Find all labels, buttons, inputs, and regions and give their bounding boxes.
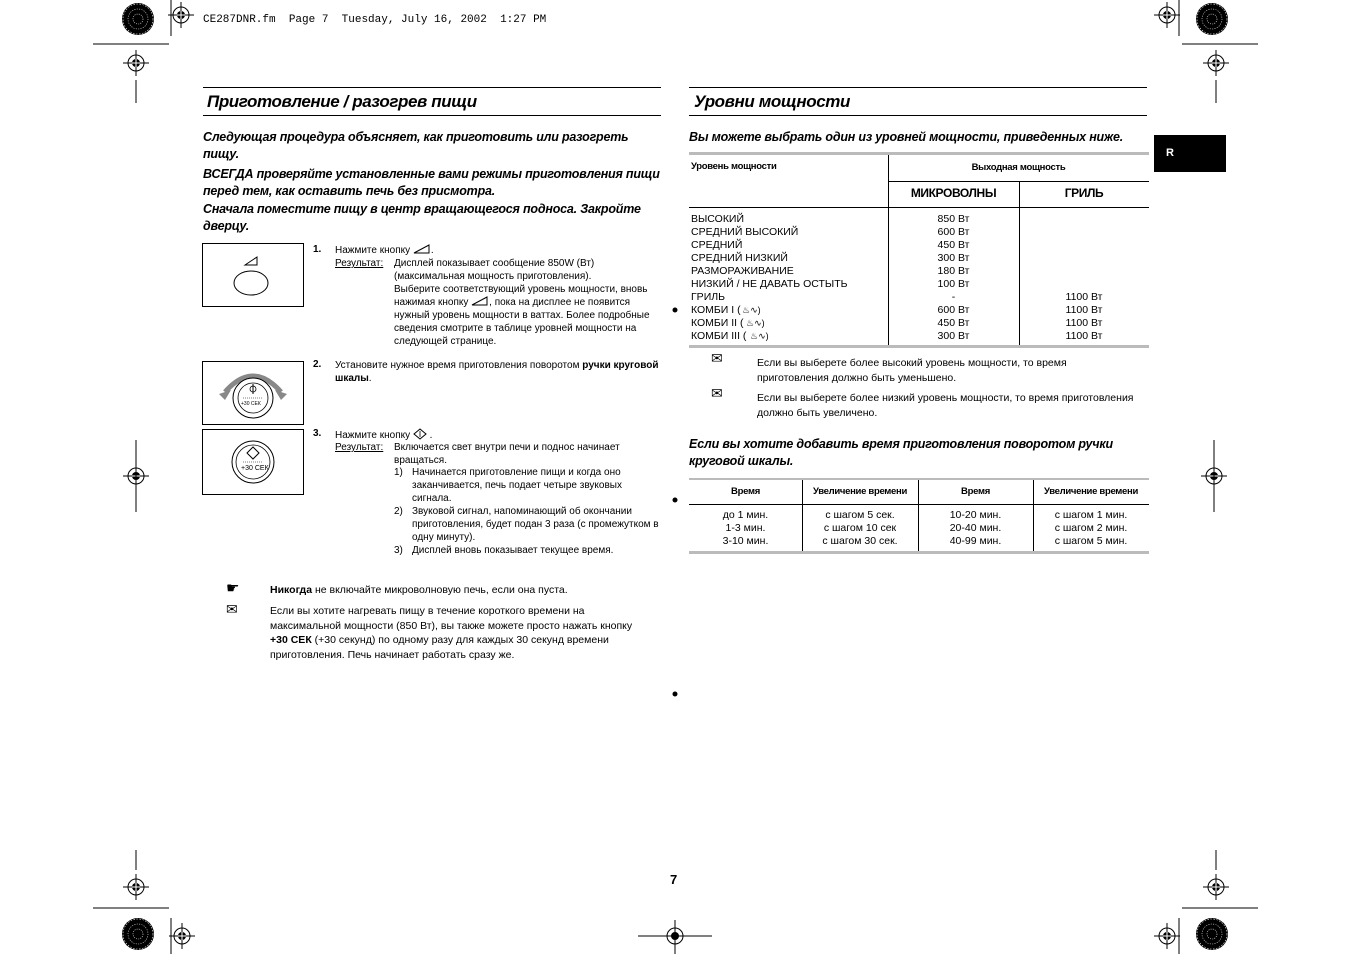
page-title: Приготовление / разогрев пищи (207, 92, 477, 111)
star-mark-icon (122, 3, 154, 35)
note-line: максимальной мощности (850 Вт), вы также можете просто нажать кнопку (270, 619, 633, 632)
sub-line: Звуковой сигнал, напоминающий об окончании (412, 506, 632, 517)
note-quick-heat (270, 604, 670, 662)
crosshair-icon (123, 50, 149, 76)
step-2-end: . (368, 373, 372, 384)
note-lower-power (757, 391, 1152, 421)
right-intro: Вы можете выбрать один из уровней мощности, приведенных ниже. (689, 130, 1124, 144)
header-page: Page 7 (288, 14, 329, 26)
combi-mode-icon: ♨∿) (746, 318, 765, 328)
result-line: Включается свет внутри печи и поднос начинает (394, 442, 620, 453)
col-header-grill: ГРИЛЬ (1064, 186, 1104, 200)
result-line: Дисплей показывает сообщение 850W (Вт) (394, 258, 595, 269)
dial-turn-illustration (202, 361, 304, 425)
sub-line: одну минуту). (412, 532, 476, 543)
combi-mode-icon: ♨∿) (742, 305, 761, 315)
time-table-body (689, 505, 1149, 551)
print-header (203, 14, 546, 26)
microwave-power-value: 850 Вт (937, 213, 970, 225)
step-3-label: Нажмите кнопку (335, 430, 411, 441)
result-line: , пока на дисплее не появится (489, 297, 631, 308)
power-level-name: ГРИЛЬ (691, 291, 726, 303)
header-date: Tuesday, July 16, 2002 (341, 14, 487, 26)
crosshair-icon (168, 2, 194, 28)
time-table-cell: с шагом 1 мин. (1054, 509, 1128, 521)
power-level-name: ВЫСОКИЙ (691, 213, 745, 225)
time-table-cell: с шагом 2 мин. (1054, 522, 1128, 534)
power-level-name: СРЕДНИЙ НИЗКИЙ (691, 252, 788, 264)
note-line: должно быть увеличено. (757, 407, 878, 419)
time-table-cell: с шагом 5 мин. (1054, 535, 1128, 547)
microwave-power-value: 450 Вт (937, 317, 970, 329)
dial-label: +30 СЕК (241, 401, 261, 407)
note-envelope-icon: ✉ (711, 385, 723, 401)
time-table-header (689, 480, 1149, 505)
result-line: сведения смотрите в таблице уровней мощности на (394, 323, 637, 334)
note-never-bold: Никогда (270, 584, 313, 596)
microwave-power-value: 600 Вт (937, 304, 970, 316)
star-mark-icon (1196, 3, 1228, 35)
start-icon (413, 428, 427, 440)
intro-line-1: Следующая процедура объясняет, как приготовить или разогреть пищу. (203, 130, 629, 161)
note-higher-power (757, 356, 1152, 386)
note-never-text: не включайте микроволновую печь, если она пуста. (312, 584, 568, 596)
power-level-icon (203, 244, 303, 306)
sub-number: 2) (394, 506, 403, 517)
time-table-col-header: Время (731, 486, 760, 497)
note-line: Если вы выберете более низкий уровень мощности, то время приготовления (757, 392, 1134, 404)
result-line: Выберите соответствующий уровень мощности, вновь (394, 284, 648, 295)
power-level-name: КОМБИ I ( (691, 304, 741, 316)
time-table-cell: 40-99 мин. (949, 535, 1002, 547)
sub-line: заканчивается, печь подает четыре звуковых (412, 480, 622, 491)
power-level-name: НИЗКИЙ / НЕ ДАВАТЬ ОСТЫТЬ (691, 278, 848, 290)
power-level-icon (413, 244, 431, 254)
microwave-power-value: 180 Вт (937, 265, 970, 277)
language-tab-label: R (1166, 147, 1174, 159)
step-2-number: 2. (313, 359, 322, 370)
step-2-text (335, 359, 665, 385)
col-header-micro: МИКРОВОЛНЫ (910, 186, 997, 200)
pointing-hand-icon: ☛ (226, 580, 240, 597)
left-intro (203, 129, 663, 235)
time-table-cell: с шагом 5 сек. (825, 509, 895, 521)
note-line: (+30 секунд) по одному разу для каждых 30 секунд времени (311, 634, 609, 646)
step-3-number: 3. (313, 428, 322, 439)
note-line: приготовления должно быть уменьшено. (757, 372, 957, 384)
result-line: следующей странице. (394, 336, 497, 347)
time-table-cell: 20-40 мин. (949, 522, 1002, 534)
note-line: Если вы выберете более высокий уровень мощности, то время (757, 357, 1067, 369)
sub-line: Начинается приготовление пищи и когда оно (412, 467, 621, 478)
microwave-power-value: 600 Вт (937, 226, 970, 238)
sub-number: 1) (394, 467, 403, 478)
time-table-col-header: Время (961, 486, 990, 497)
time-increment-table (689, 478, 1149, 554)
start-dial-icon (203, 430, 303, 494)
time-table-cell: до 1 мин. (722, 509, 769, 521)
power-level-name: КОМБИ II ( (691, 317, 744, 329)
time-table-col-header: Увеличение времени (1043, 486, 1138, 497)
dial-icon (203, 362, 303, 424)
power-level-table (689, 152, 1149, 348)
note-never (270, 584, 568, 597)
step-1-label: Нажмите кнопку (335, 245, 411, 256)
step-1-text: Нажмите кнопку . (335, 245, 434, 256)
microwave-power-value: 300 Вт (937, 252, 970, 264)
grill-power-value: 1100 Вт (1065, 291, 1103, 303)
time-table-cell: 3-10 мин. (722, 535, 769, 547)
grill-power-value: 1100 Вт (1065, 317, 1103, 329)
crosshair-icon (1154, 923, 1180, 949)
time-table-heading: Если вы хотите добавить время приготовления поворотом ручки круговой шкалы. (689, 437, 1113, 468)
result-line: (максимальная мощность приготовления). (394, 271, 592, 282)
step-1-result-label: Результат: (335, 258, 384, 269)
result-line: вращаться. (394, 455, 447, 466)
left-title-bar (203, 87, 661, 116)
time-table-cell: с шагом 30 сек. (822, 535, 898, 547)
crosshair-icon (123, 874, 149, 900)
result-line: нажимая кнопку (394, 297, 469, 308)
note-line: Если вы хотите нагревать пищу в течение короткого времени на (270, 605, 585, 617)
time-table-cell: с шагом 10 сек (823, 522, 897, 534)
time-table-cell: 10-20 мин. (949, 509, 1002, 521)
power-level-name: РАЗМОРАЖИВАНИЕ (691, 265, 794, 277)
combi-mode-icon: ♨∿) (750, 331, 769, 341)
grill-power-value: 1100 Вт (1065, 330, 1103, 342)
time-table-col-header: Увеличение времени (812, 486, 907, 497)
microwave-power-value: 100 Вт (937, 278, 970, 290)
step-3-result (394, 441, 664, 467)
start-dial-illustration (202, 429, 304, 495)
note-envelope-icon: ✉ (226, 601, 238, 617)
col-header-level: Уровень мощности (691, 161, 777, 172)
power-table-body (689, 208, 1149, 345)
microwave-power-value: 450 Вт (937, 239, 970, 251)
crosshair-icon (169, 923, 195, 949)
step-1-result (394, 257, 662, 348)
power-level-name: КОМБИ III ( (691, 330, 747, 342)
sub-line: сигнала. (412, 493, 452, 504)
step-3-text: Нажмите кнопку . (335, 430, 433, 441)
step-1-number: 1. (313, 244, 322, 255)
page-number: 7 (670, 872, 678, 887)
microwave-power-value: - (951, 291, 956, 303)
power-level-icon (471, 296, 489, 306)
power-button-illustration (202, 243, 304, 307)
intro-line-2: ВСЕГДА проверяйте установленные вами режимы приготовления пищи перед тем, как оставить печь без присмотра. (203, 167, 660, 198)
note-envelope-icon: ✉ (711, 350, 723, 366)
intro-line-3: Сначала поместите пищу в центр вращающегося подноса. Закройте дверцу. (203, 202, 641, 233)
right-title-bar (689, 87, 1147, 116)
power-level-name: СРЕДНИЙ (691, 239, 743, 251)
note-bold: +30 СЕК (270, 634, 312, 646)
crosshair-icon (1203, 50, 1229, 76)
crosshair-icon (1154, 2, 1180, 28)
microwave-power-value: 300 Вт (937, 330, 970, 342)
step-3-result-label: Результат: (335, 442, 384, 453)
section-title: Уровни мощности (694, 92, 850, 111)
sub-line: приготовления, будет подан 3 раза (с промежутком в (412, 519, 659, 530)
time-table-cell: 1-3 мин. (725, 522, 766, 534)
dial-label: +30 СЕК (241, 465, 269, 472)
col-header-output: Выходная мощность (971, 162, 1066, 173)
power-level-name: СРЕДНИЙ ВЫСОКИЙ (691, 226, 799, 238)
header-time: 1:27 PM (500, 14, 547, 26)
star-mark-icon (122, 918, 154, 950)
sub-number: 3) (394, 545, 403, 556)
step-2-label: Установите нужное время приготовления поворотом (335, 360, 580, 371)
language-tab (1154, 135, 1226, 172)
sub-line: Дисплей вновь показывает текущее время. (412, 545, 614, 556)
note-line: приготовления. Печь начинает работать сразу же. (270, 648, 515, 661)
step-3-sublist (394, 466, 666, 557)
step-2-bold: ручки круговой шкалы (335, 360, 659, 384)
star-mark-icon (1196, 918, 1228, 950)
result-line: нужный уровень мощности в ваттах. Более подробные (394, 310, 650, 321)
grill-power-value: 1100 Вт (1065, 304, 1103, 316)
crosshair-icon (1203, 874, 1229, 900)
header-filename: CE287DNR.fm (203, 14, 276, 26)
